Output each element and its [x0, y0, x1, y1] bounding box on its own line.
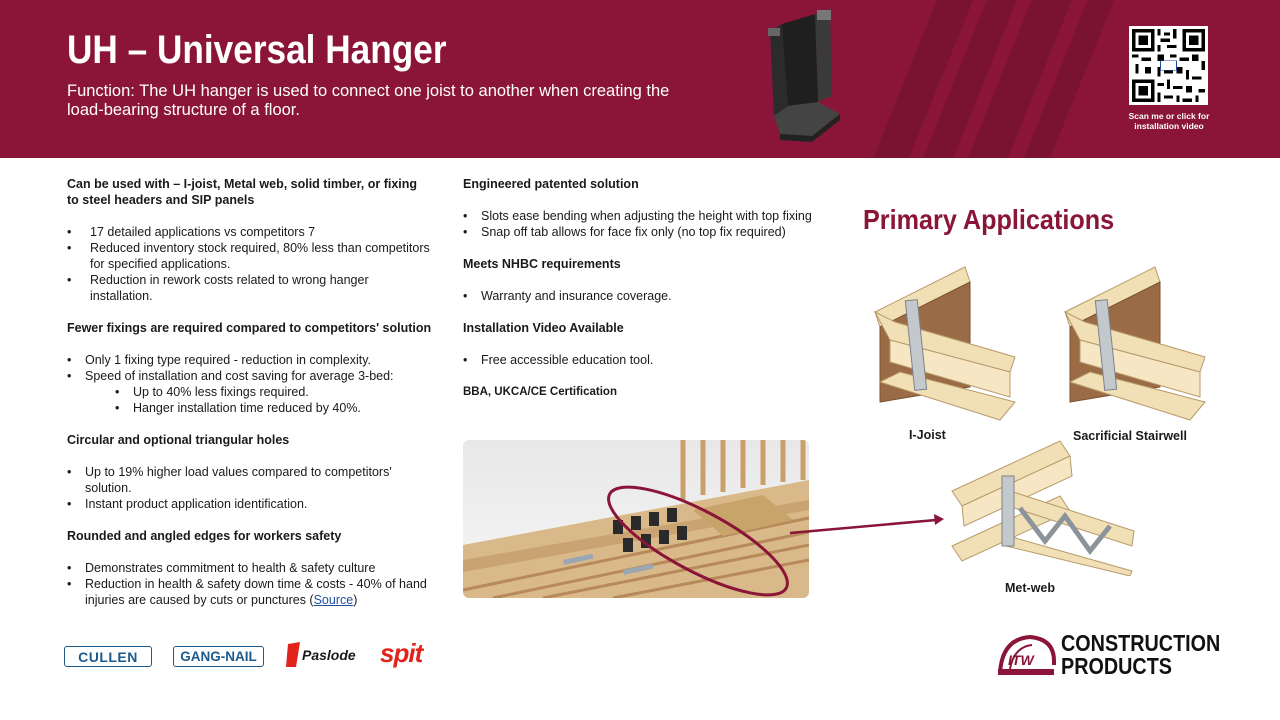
list-item: • Up to 40% less fixings required. — [115, 384, 432, 400]
section-heading-engineered: Engineered patented solution — [463, 177, 639, 191]
holes-bullets — [67, 464, 432, 512]
section-heading-compatibility: Can be used with – I-joist, Metal web, solid timber, or fixing to steel headers and SIP panels — [67, 177, 418, 207]
ijoist-application-image — [870, 262, 1020, 424]
ijoist-label: I-Joist — [909, 428, 946, 442]
paslode-logo — [286, 641, 360, 668]
certification-heading: BBA, UKCA/CE Certification — [463, 386, 617, 398]
spit-logo: spit — [380, 638, 423, 668]
section-heading-nhbc: Meets NHBC requirements — [463, 257, 621, 271]
compatibility-bullets — [67, 224, 432, 304]
list-item: • Only 1 fixing type required - reduction in complexity. — [67, 352, 432, 368]
list-item: • Demonstrates commitment to health & safety culture — [67, 560, 432, 576]
list-item: • Snap off tab allows for face fix only (no top fix required) — [463, 224, 823, 240]
middle-column — [463, 176, 823, 400]
primary-applications-title: Primary Applications — [863, 204, 1115, 235]
list-item: • Free accessible education tool. — [463, 352, 823, 368]
hanger-product-image — [760, 6, 850, 146]
safety-bullet-end: ) — [353, 593, 358, 607]
list-item: • Up to 19% higher load values compared to competitors' solution. — [67, 464, 432, 496]
itw-logo — [996, 633, 1058, 681]
list-item: • Speed of installation and cost saving for average 3-bed: — [67, 368, 432, 384]
page-title: UH – Universal Hanger — [67, 28, 447, 72]
section-heading-video: Installation Video Available — [463, 321, 624, 335]
section-heading-safety: Rounded and angled edges for workers safety — [67, 529, 342, 543]
stairwell-application-image — [1060, 262, 1210, 424]
source-link[interactable]: Source — [313, 593, 354, 607]
left-column — [67, 176, 432, 608]
nhbc-bullets — [463, 288, 823, 304]
fixings-sub-bullets — [115, 384, 432, 416]
list-item: • 17 detailed applications vs competitors 7 — [67, 224, 432, 240]
fixings-bullets — [67, 352, 432, 384]
qr-code-icon[interactable] — [1129, 26, 1208, 105]
list-item: • Slots ease bending when adjusting the height with top fixing — [463, 208, 823, 224]
cullen-logo-text: CULLEN — [78, 648, 138, 665]
gangnail-logo-text: GANG-NAIL — [180, 649, 257, 664]
gangnail-logo — [173, 646, 264, 667]
qr-caption: Scan me or click for installation video — [1128, 111, 1210, 131]
metweb-application-image — [950, 436, 1136, 576]
list-item — [67, 576, 432, 608]
video-bullets — [463, 352, 823, 368]
header-banner — [0, 0, 1280, 158]
list-item: • Reduced inventory stock required, 80% less than competitors for specified applications. — [67, 240, 432, 272]
safety-bullet-text: Reduction in health & safety down time & costs - 40% of hand injuries are caused by cuts or punctures ( — [85, 577, 427, 607]
construction-products-logo-text — [1061, 632, 1220, 678]
list-item: • Warranty and insurance coverage. — [463, 288, 823, 304]
svg-text:Paslode: Paslode — [302, 647, 356, 663]
products-line: PRODUCTS — [1061, 653, 1172, 679]
list-item: • Instant product application identification. — [67, 496, 432, 512]
list-item: • Hanger installation time reduced by 40%. — [115, 400, 432, 416]
section-heading-fixings: Fewer fixings are required compared to competitors' solution — [67, 321, 432, 335]
engineered-bullets — [463, 208, 823, 240]
svg-text:ITW: ITW — [1008, 652, 1034, 668]
list-item: • Reduction in rework costs related to wrong hanger installation. — [67, 272, 432, 304]
construction-line: CONSTRUCTION — [1061, 630, 1221, 656]
section-heading-holes: Circular and optional triangular holes — [67, 433, 290, 447]
stairwell-label: Sacrificial Stairwell — [1073, 429, 1187, 443]
safety-bullets — [67, 560, 432, 608]
cullen-logo — [64, 646, 152, 667]
floor-installation-image — [463, 440, 809, 598]
metweb-label: Met-web — [1005, 581, 1055, 595]
function-description: Function: The UH hanger is used to connect one joist to another when creating the load-bearing structure of a floor. — [67, 82, 670, 119]
